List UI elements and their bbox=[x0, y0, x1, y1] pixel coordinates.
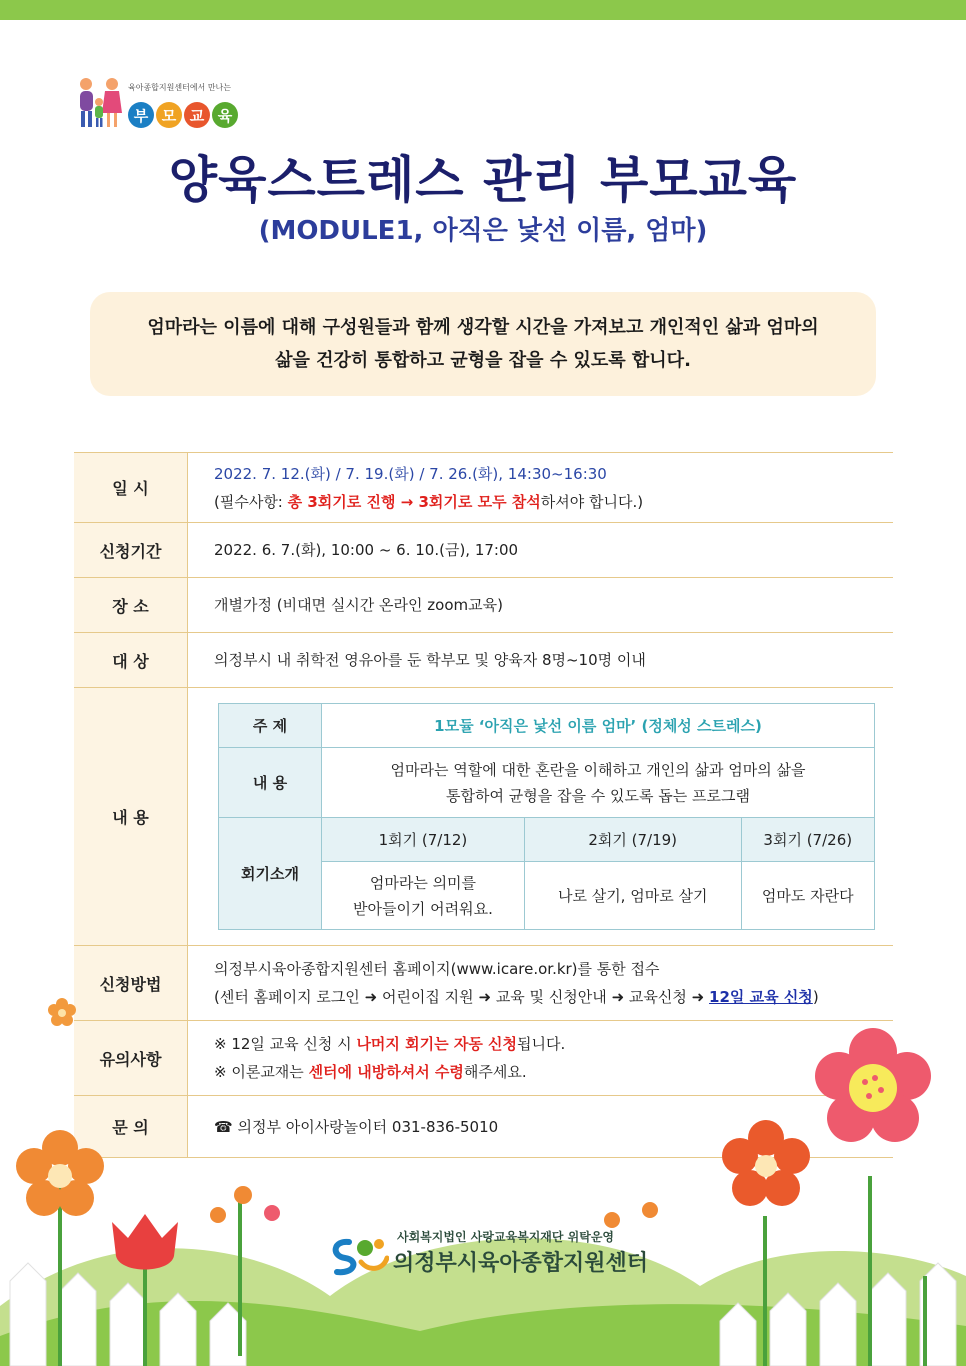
top-green-bar bbox=[0, 0, 966, 20]
desc-line: 통합하여 균형을 잡을 수 있도록 돕는 프로그램 bbox=[446, 786, 750, 805]
theme-label: 주 제 bbox=[219, 704, 322, 748]
info-table bbox=[74, 452, 893, 1158]
center-name: 의정부시육아종합지원센터 bbox=[393, 1251, 649, 1276]
arrow-icon: ➜ bbox=[611, 988, 625, 1006]
row-label: 신청방법 bbox=[74, 946, 188, 1021]
logo-char: 부 bbox=[128, 102, 154, 128]
method-step: (센터 홈페이지 로그인 bbox=[214, 988, 360, 1006]
logo-circles bbox=[128, 102, 238, 128]
note-text: 됩니다. bbox=[517, 1035, 566, 1053]
desc-label: 내 용 bbox=[219, 748, 322, 818]
session-title: 3회기 (7/26) bbox=[741, 818, 875, 862]
center-logo-icon bbox=[325, 1236, 389, 1276]
arrow-icon: ➜ bbox=[364, 988, 378, 1006]
note-text: ※ 12일 교육 신청 시 bbox=[214, 1035, 357, 1053]
small-orange-flowers-icon bbox=[206, 1185, 286, 1225]
method-step: 교육 및 신청안내 bbox=[495, 988, 607, 1006]
theme-row bbox=[219, 704, 875, 748]
note-line bbox=[214, 1058, 893, 1086]
method-step: 어린이집 지원 bbox=[381, 988, 474, 1006]
row-method bbox=[74, 946, 893, 1021]
method-step: 교육신청 bbox=[628, 988, 687, 1006]
theme-value: 1모듈 ‘아직은 낯선 이름 엄마’ (정체성 스트레스) bbox=[322, 704, 875, 748]
row-target bbox=[74, 633, 893, 688]
row-value bbox=[188, 946, 894, 1021]
row-date bbox=[74, 453, 893, 523]
desc-row bbox=[219, 748, 875, 818]
row-label: 대 상 bbox=[74, 633, 188, 688]
arrow-icon: ➜ bbox=[478, 988, 492, 1006]
intro-line: 삶을 건강히 통합하고 균형을 잡을 수 있도록 합니다. bbox=[275, 350, 691, 371]
row-value bbox=[188, 453, 894, 523]
note-text: ※ 이론교재는 bbox=[214, 1063, 309, 1081]
method-close: ) bbox=[812, 988, 819, 1006]
row-notes bbox=[74, 1021, 893, 1096]
note-text: 해주세요. bbox=[463, 1063, 527, 1081]
arrow-icon: ➜ bbox=[691, 988, 705, 1006]
center-operator: 사회복지법인 사랑교육복지재단 위탁운영 bbox=[397, 1230, 615, 1244]
row-label: 신청기간 bbox=[74, 523, 188, 578]
intro-line: 엄마라는 이름에 대해 구성원들과 함께 생각할 시간을 가져보고 개인적인 삶과 엄마의 bbox=[147, 317, 819, 338]
note-text: 하셔야 합니다.) bbox=[540, 492, 644, 511]
session-desc: 엄마도 자란다 bbox=[741, 862, 875, 930]
parent-education-logo bbox=[76, 74, 256, 134]
row-value: 의정부시 내 취학전 영유아를 둔 학부모 및 양육자 8명~10명 이내 bbox=[188, 633, 894, 688]
method-line: 의정부시육아종합지원센터 홈페이지(www.icare.or.kr)를 통한 접수 bbox=[214, 960, 660, 978]
family-icon bbox=[76, 76, 124, 130]
row-label: 내 용 bbox=[74, 688, 188, 946]
page-title: 양육스트레스 관리 부모교육 bbox=[168, 151, 798, 209]
logo-char: 교 bbox=[184, 102, 210, 128]
desc-line: 엄마라는 역할에 대한 혼란을 이해하고 개인의 삶과 엄마의 삶을 bbox=[390, 760, 806, 779]
logo-tagline: 육아종합지원센터에서 만나는 bbox=[128, 83, 232, 92]
session-line: 엄마라는 의미를 bbox=[369, 873, 477, 892]
red-orange-flower-icon bbox=[720, 1120, 812, 1212]
row-label: 장 소 bbox=[74, 578, 188, 633]
method-steps bbox=[214, 983, 893, 1011]
row-label: 유의사항 bbox=[74, 1021, 188, 1096]
note-line bbox=[214, 1030, 893, 1058]
pink-flower-icon bbox=[813, 1028, 933, 1148]
content-table bbox=[218, 703, 875, 930]
row-value: 2022. 6. 7.(화), 10:00 ~ 6. 10.(금), 17:00 bbox=[188, 523, 894, 578]
orange-flower-icon bbox=[14, 1130, 106, 1222]
session-title-row bbox=[219, 818, 875, 862]
row-label: 일 시 bbox=[74, 453, 188, 523]
logo-char: 육 bbox=[212, 102, 238, 128]
desc-value bbox=[322, 748, 875, 818]
intro-text bbox=[131, 311, 834, 377]
contact-value: 의정부 아이사랑놀이터 031-836-5010 bbox=[237, 1117, 499, 1136]
session-desc bbox=[322, 862, 525, 930]
row-period bbox=[74, 523, 893, 578]
session-title: 1회기 (7/12) bbox=[322, 818, 525, 862]
session-line: 받아들이기 어려워요. bbox=[352, 899, 493, 918]
session-desc: 나로 살기, 엄마로 살기 bbox=[524, 862, 741, 930]
row-place bbox=[74, 578, 893, 633]
note-text: (필수사항: bbox=[214, 492, 288, 511]
date-line: 2022. 7. 12.(화) / 7. 19.(화) / 7. 26.(화), 14:30~16:30 bbox=[214, 464, 607, 483]
intro-box bbox=[90, 292, 876, 396]
note-highlight: 총 3회기로 진행 → 3회기로 모두 참석 bbox=[287, 492, 541, 511]
apply-link[interactable]: 12일 교육 신청 bbox=[709, 988, 813, 1006]
row-value: 개별가정 (비대면 실시간 온라인 zoom교육) bbox=[188, 578, 894, 633]
session-title: 2회기 (7/19) bbox=[524, 818, 741, 862]
row-label: 문 의 bbox=[74, 1096, 188, 1158]
row-value bbox=[188, 1021, 894, 1096]
row-content bbox=[74, 688, 893, 946]
row-value bbox=[188, 688, 894, 946]
logo-char: 모 bbox=[156, 102, 182, 128]
sessions-label: 회기소개 bbox=[219, 818, 322, 930]
note-highlight: 나머지 회기는 자동 신청 bbox=[356, 1035, 518, 1053]
note-highlight: 센터에 내방하셔서 수령 bbox=[308, 1063, 464, 1081]
date-note bbox=[214, 488, 893, 516]
page-subtitle: (MODULE1, 아직은 낯선 이름, 엄마) bbox=[258, 216, 708, 246]
phone-icon: ☎ bbox=[214, 1117, 233, 1136]
small-flower-icon bbox=[48, 998, 76, 1026]
tulip-icon bbox=[106, 1212, 184, 1282]
